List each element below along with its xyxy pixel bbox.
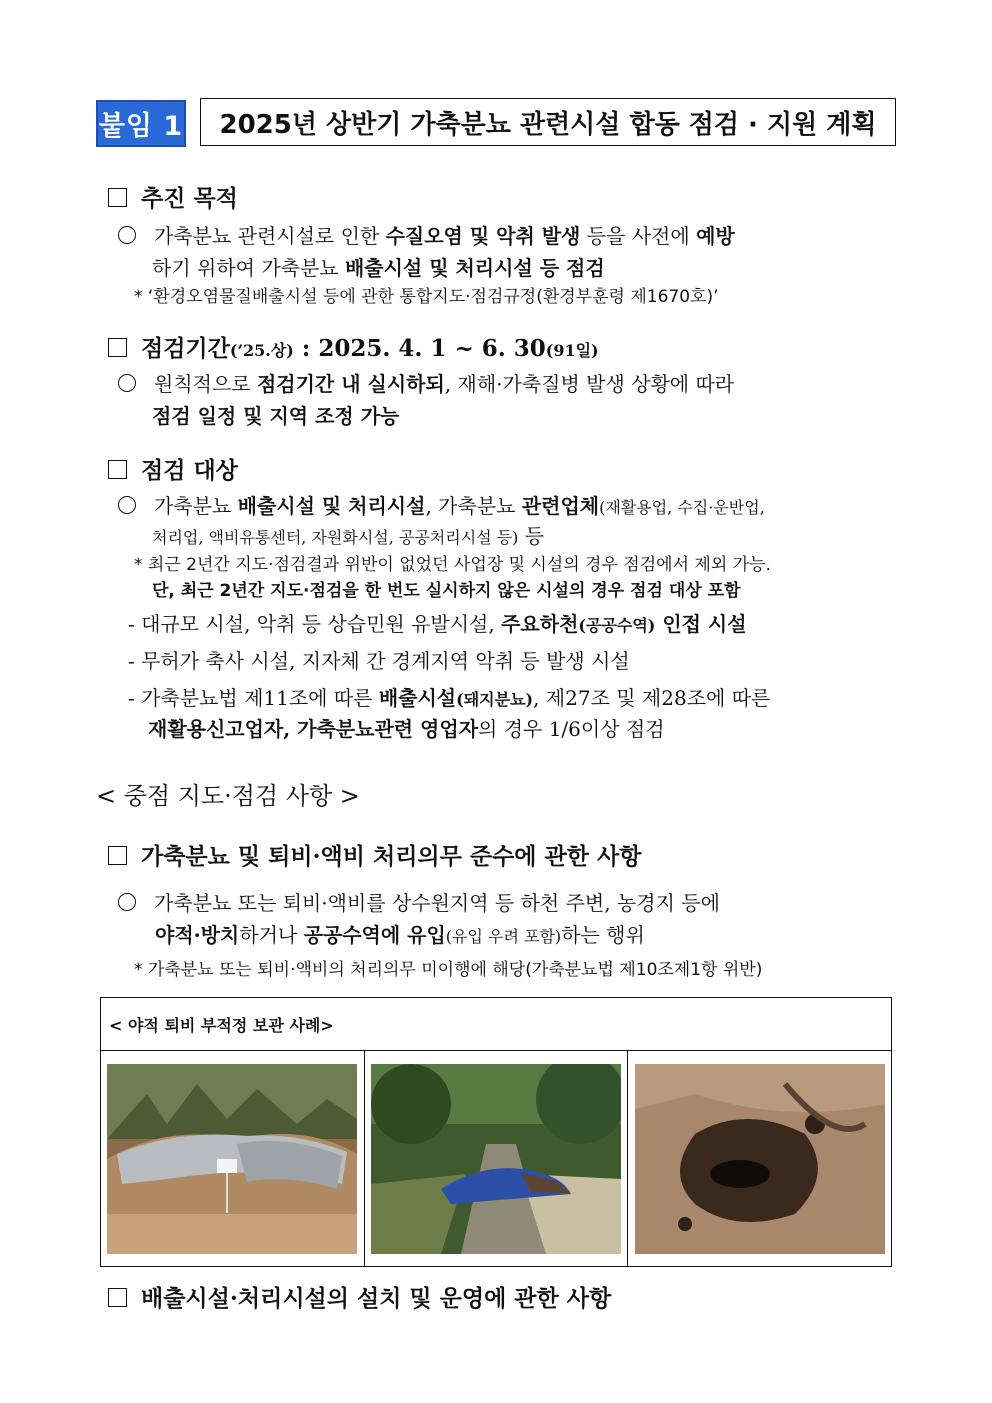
square-bullet-icon <box>108 460 127 479</box>
target-note-2: 단, 최근 2년간 지도·점검을 한 번도 실시하지 않은 시설의 경우 점검 대상 포함 <box>152 581 741 601</box>
photo-table-caption: < 야적 퇴비 부적정 보관 사례> <box>101 998 891 1051</box>
target-paragraph-line1: 가축분뇨 배출시설 및 처리시설, 가축분뇨 관련업체(재활용업, 수집·운반업, <box>118 490 765 519</box>
photo-covered-compost-pile <box>107 1064 357 1254</box>
section-target-heading: 점검 대상 <box>108 452 238 485</box>
obligation-note: * 가축분뇨 또는 퇴비·액비의 처리의무 미이행에 해당(가축분뇨법 제10조제1항 위반) <box>134 960 763 980</box>
photo-example-table <box>100 997 892 1267</box>
square-bullet-icon <box>108 846 127 865</box>
purpose-note: * ‘환경오염물질배출시설 등에 관한 통합지도·점검규정(환경부훈령 제1670호)’ <box>134 287 719 307</box>
target-dash-item-2: - 무허가 축사 시설, 지자체 간 경계지역 악취 등 발생 시설 <box>128 649 630 673</box>
focus-items-heading: < 중점 지도·점검 사항 > <box>96 782 360 810</box>
target-dash-item-1: - 대규모 시설, 악취 등 상습민원 유발시설, 주요하천(공공수역) 인접 시설 <box>128 612 747 636</box>
photo-cell-2 <box>365 1051 629 1267</box>
period-paragraph-line1: 원칙적으로 점검기간 내 실시하되, 재해·가축질병 발생 상황에 따라 <box>118 368 734 397</box>
period-paragraph-line2: 점검 일정 및 지역 조정 가능 <box>152 404 400 428</box>
photo-cell-3 <box>628 1051 891 1267</box>
section-facility-heading: 배출시설·처리시설의 설치 및 운영에 관한 사항 <box>108 1280 611 1313</box>
section-period-heading: 점검기간(’25.상) : 2025. 4. 1 ~ 6. 30(91일) <box>108 330 599 363</box>
obligation-paragraph-line1: 가축분뇨 또는 퇴비·액비를 상수원지역 등 하천 주변, 농경지 등에 <box>118 887 720 916</box>
target-note-1: * 최근 2년간 지도·점검결과 위반이 없었던 사업장 및 시설의 경우 점검에서 제외 가능. <box>134 555 771 575</box>
purpose-paragraph-line1: 가축분뇨 관련시설로 인한 수질오염 및 악취 발생 등을 사전에 예방 <box>118 220 735 249</box>
target-paragraph-line2: 처리업, 액비유통센터, 자원화시설, 공공처리시설 등) 등 <box>152 524 545 548</box>
target-dash-item-3-line1: - 가축분뇨법 제11조에 따른 배출시설(돼지분뇨), 제27조 및 제28조에 따른 <box>128 686 771 710</box>
obligation-paragraph-line2: 야적·방치하거나 공공수역에 유입(유입 우려 포함)하는 행위 <box>155 923 645 947</box>
square-bullet-icon <box>108 338 127 357</box>
circle-bullet-icon <box>118 374 136 392</box>
document-title: 2025년 상반기 가축분뇨 관련시설 합동 점검 · 지원 계획 <box>200 98 896 146</box>
circle-bullet-icon <box>118 893 136 911</box>
square-bullet-icon <box>108 1288 127 1307</box>
purpose-paragraph-line2: 하기 위하여 가축분뇨 배출시설 및 처리시설 등 점검 <box>152 256 605 280</box>
photo-cell-1 <box>101 1051 365 1267</box>
section-obligation-heading: 가축분뇨 및 퇴비·액비 처리의무 준수에 관한 사항 <box>108 838 641 871</box>
photo-manure-leachate-puddle <box>635 1064 885 1254</box>
circle-bullet-icon <box>118 496 136 514</box>
photo-roadside-tarp-pile <box>371 1064 621 1254</box>
attachment-badge: 붙임 1 <box>96 100 186 147</box>
target-dash-item-3-line2: 재활용신고업자, 가축분뇨관련 영업자의 경우 1/6이상 점검 <box>148 717 665 741</box>
section-purpose-heading: 추진 목적 <box>108 180 238 213</box>
circle-bullet-icon <box>118 226 136 244</box>
square-bullet-icon <box>108 188 127 207</box>
